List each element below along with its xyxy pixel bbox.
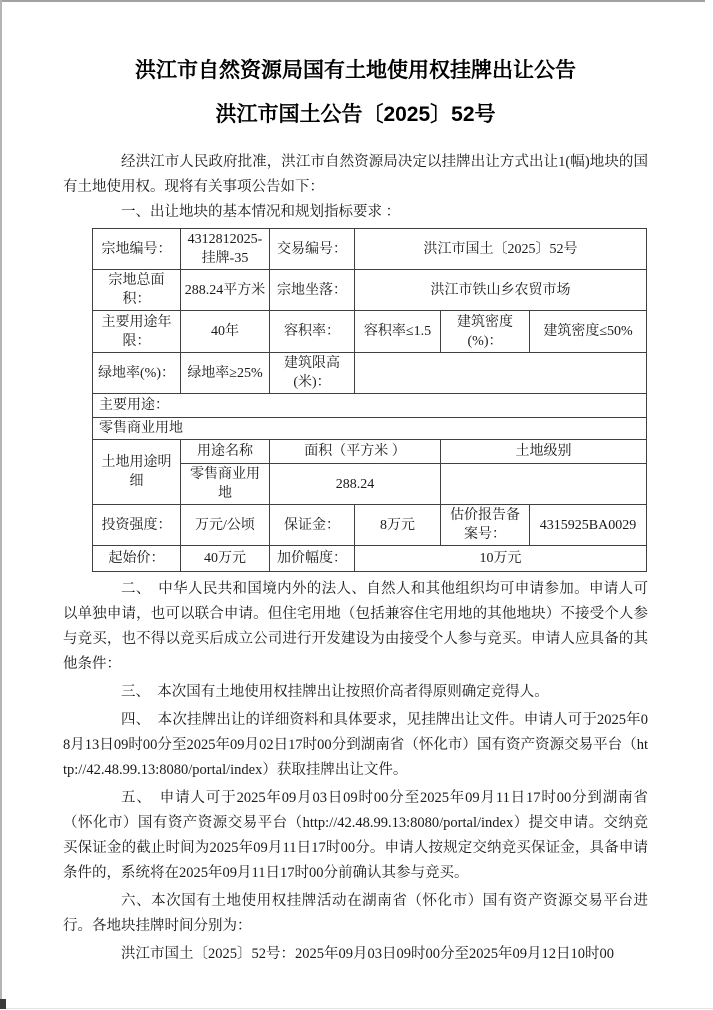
location-label: 宗地坐落： (270, 270, 355, 311)
main-use-value-cell: 零售商业用地 (93, 418, 647, 440)
increment-label: 加价幅度： (270, 546, 355, 572)
building-density-label: 建筑密度(%)： (441, 311, 530, 353)
listing-time-line: 洪江市国土〔2025〕52号：2025年09月03日09时00分至2025年09月12日10时00 (121, 946, 614, 962)
use-term-label: 主要用途年限： (93, 311, 181, 353)
plot-ratio-label: 容积率： (270, 311, 355, 353)
table-row (93, 546, 647, 572)
page-top-edge (0, 0, 705, 2)
total-area-value: 288.24平方米 (181, 270, 270, 311)
section-1-heading: 一、出让地块的基本情况和规划指标要求 ： (121, 204, 401, 220)
table-row (93, 394, 647, 418)
land-grade-header: 土地级别 (441, 440, 647, 464)
plot-ratio-value: 容积率≤1.5 (355, 311, 441, 353)
scan-corner-mark (0, 999, 6, 1009)
table-row (93, 229, 647, 270)
starting-price-label: 起始价： (93, 546, 181, 572)
height-limit-value (355, 353, 647, 394)
land-grade-value (441, 464, 647, 505)
page-bottom-edge (0, 1008, 713, 1009)
paragraph-section-6: 六、本次国有土地使用权挂牌活动在湖南省（怀化市）国有资产资源交易平台进行。各地块挂牌时间分别为： (63, 893, 648, 934)
table-row (93, 505, 647, 546)
green-rate-value: 绿地率≥25% (181, 353, 270, 394)
use-term-value: 40年 (181, 311, 270, 353)
investment-intensity-label: 投资强度： (93, 505, 181, 546)
paragraph-section-3: 三、 本次国有土地使用权挂牌出让按照价高者得原则确定竞得人。 (121, 684, 549, 700)
area-header: 面积（平方米 ） (270, 440, 441, 464)
total-area-label: 宗地总面积： (93, 270, 181, 311)
table-row (93, 440, 647, 464)
page-left-edge (0, 0, 2, 1001)
deposit-label: 保证金： (270, 505, 355, 546)
appraisal-number-label: 估价报告备案号： (441, 505, 530, 546)
investment-intensity-value: 万元/公顷 (181, 505, 270, 546)
use-name-value: 零售商业用地 (181, 464, 270, 505)
document-subtitle: 洪江市国土公告〔2025〕52号 (215, 103, 496, 126)
deposit-value: 8万元 (355, 505, 441, 546)
building-density-value: 建筑密度≤50% (530, 311, 647, 353)
transaction-number-label: 交易编号： (270, 229, 355, 270)
transaction-number-value: 洪江市国土〔2025〕52号 (355, 229, 647, 270)
table-row (93, 418, 647, 440)
parcel-number-value: 4312812025-挂牌-35 (181, 229, 270, 270)
table-row (93, 353, 647, 394)
height-limit-label: 建筑限高(米)： (270, 353, 355, 394)
appraisal-number-value: 4315925BA0029 (530, 505, 647, 546)
main-use-label-cell: 主要用途： (93, 394, 647, 418)
parcel-number-label: 宗地编号： (93, 229, 181, 270)
location-value: 洪江市铁山乡农贸市场 (355, 270, 647, 311)
intro-paragraph: 经洪江市人民政府批准，洪江市自然资源局决定以挂牌出让方式出让1(幅)地块的国有土地使用权。现将有关事项公告如下： (63, 154, 648, 195)
area-value: 288.24 (270, 464, 441, 505)
starting-price-value: 40万元 (181, 546, 270, 572)
use-name-header: 用途名称 (181, 440, 270, 464)
paragraph-section-2: 二、 中华人民共和国境内外的法人、自然人和其他组织均可申请参加。申请人可以单独申请，也可以联合申请。但住宅用地（包括兼容住宅用地的其他地块）不接受个人参与竞买，也不得以竞买后成立公司进行开发建设为由接受个人参与竞买。申请人应具备的其他条件： (63, 581, 648, 672)
increment-value: 10万元 (355, 546, 647, 572)
table-row (93, 311, 647, 353)
table-row (93, 270, 647, 311)
paragraph-section-5: 五、 申请人可于2025年09月03日09时00分至2025年09月11日17时00分到湖南省（怀化市）国有资产资源交易平台（http://42.48.99.13:8080/portal/index）提交申请。交纳竞买保证金的截止时间为2025年09月11日17时00分。申请人按规定交纳竞买保证金，具备申请条件的，系统将在2025年09月11日17时00分前确认其参与竞买。 (63, 790, 648, 881)
document-title: 洪江市自然资源局国有土地使用权挂牌出让公告 (135, 59, 576, 82)
use-detail-label-cell: 土地用途明细 (93, 440, 181, 505)
green-rate-label: 绿地率(%)： (93, 353, 181, 394)
paragraph-section-4: 四、 本次挂牌出让的详细资料和具体要求，见挂牌出让文件。申请人可于2025年08月13日09时00分至2025年09月02日17时00分到湖南省（怀化市）国有资产资源交易平台（http://42.48.99.13:8080/portal/index）获取挂牌出让文件。 (63, 712, 648, 778)
land-parcel-table (92, 228, 647, 572)
